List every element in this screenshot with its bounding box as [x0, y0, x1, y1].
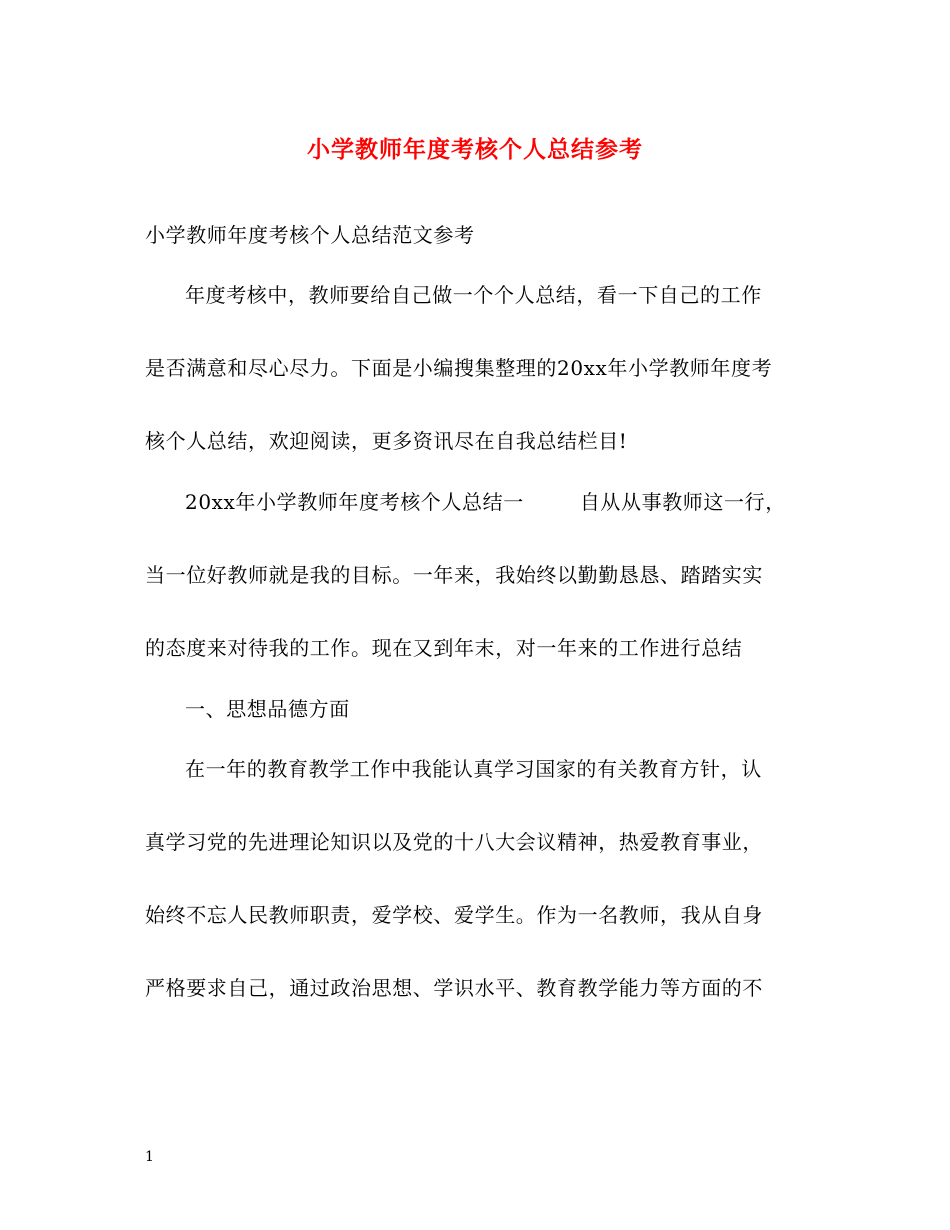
paragraph-line: 的态度来对待我的工作。现在又到年末，对一年来的工作进行总结 — [145, 636, 743, 660]
paragraph-line: 核个人总结，欢迎阅读，更多资讯尽在自我总结栏目! — [145, 429, 628, 453]
paragraph-line: 年度考核中，教师要给自己做一个个人总结，看一下自己的工作 — [185, 283, 762, 307]
paragraph-text: 自从从事教师这一行， — [579, 490, 786, 514]
section-heading: 20xx年小学教师年度考核个人总结一 — [185, 490, 524, 514]
paragraph-line: 始终不忘人民教师职责，爱学校、爱学生。作为一名教师，我从自身 — [145, 903, 763, 927]
document-title: 小学教师年度考核个人总结参考 — [307, 136, 643, 163]
section-heading-line — [185, 487, 786, 517]
subsection-heading: 一、思想品德方面 — [185, 697, 350, 721]
page-number: 1 — [145, 1149, 154, 1165]
paragraph-line: 严格要求自己，通过政治思想、学识水平、教育教学能力等方面的不 — [145, 976, 763, 1000]
subtitle-line: 小学教师年度考核个人总结范文参考 — [145, 223, 475, 247]
paragraph-line: 当一位好教师就是我的目标。一年来，我始终以勤勤恳恳、踏踏实实 — [145, 563, 763, 587]
paragraph-line: 真学习党的先进理论知识以及党的十八大会议精神，热爱教育事业， — [145, 830, 763, 854]
paragraph-line: 在一年的教育教学工作中我能认真学习国家的有关教育方针，认 — [185, 757, 762, 781]
paragraph-line: 是否满意和尽心尽力。下面是小编搜集整理的20xx年小学教师年度考 — [145, 356, 773, 380]
